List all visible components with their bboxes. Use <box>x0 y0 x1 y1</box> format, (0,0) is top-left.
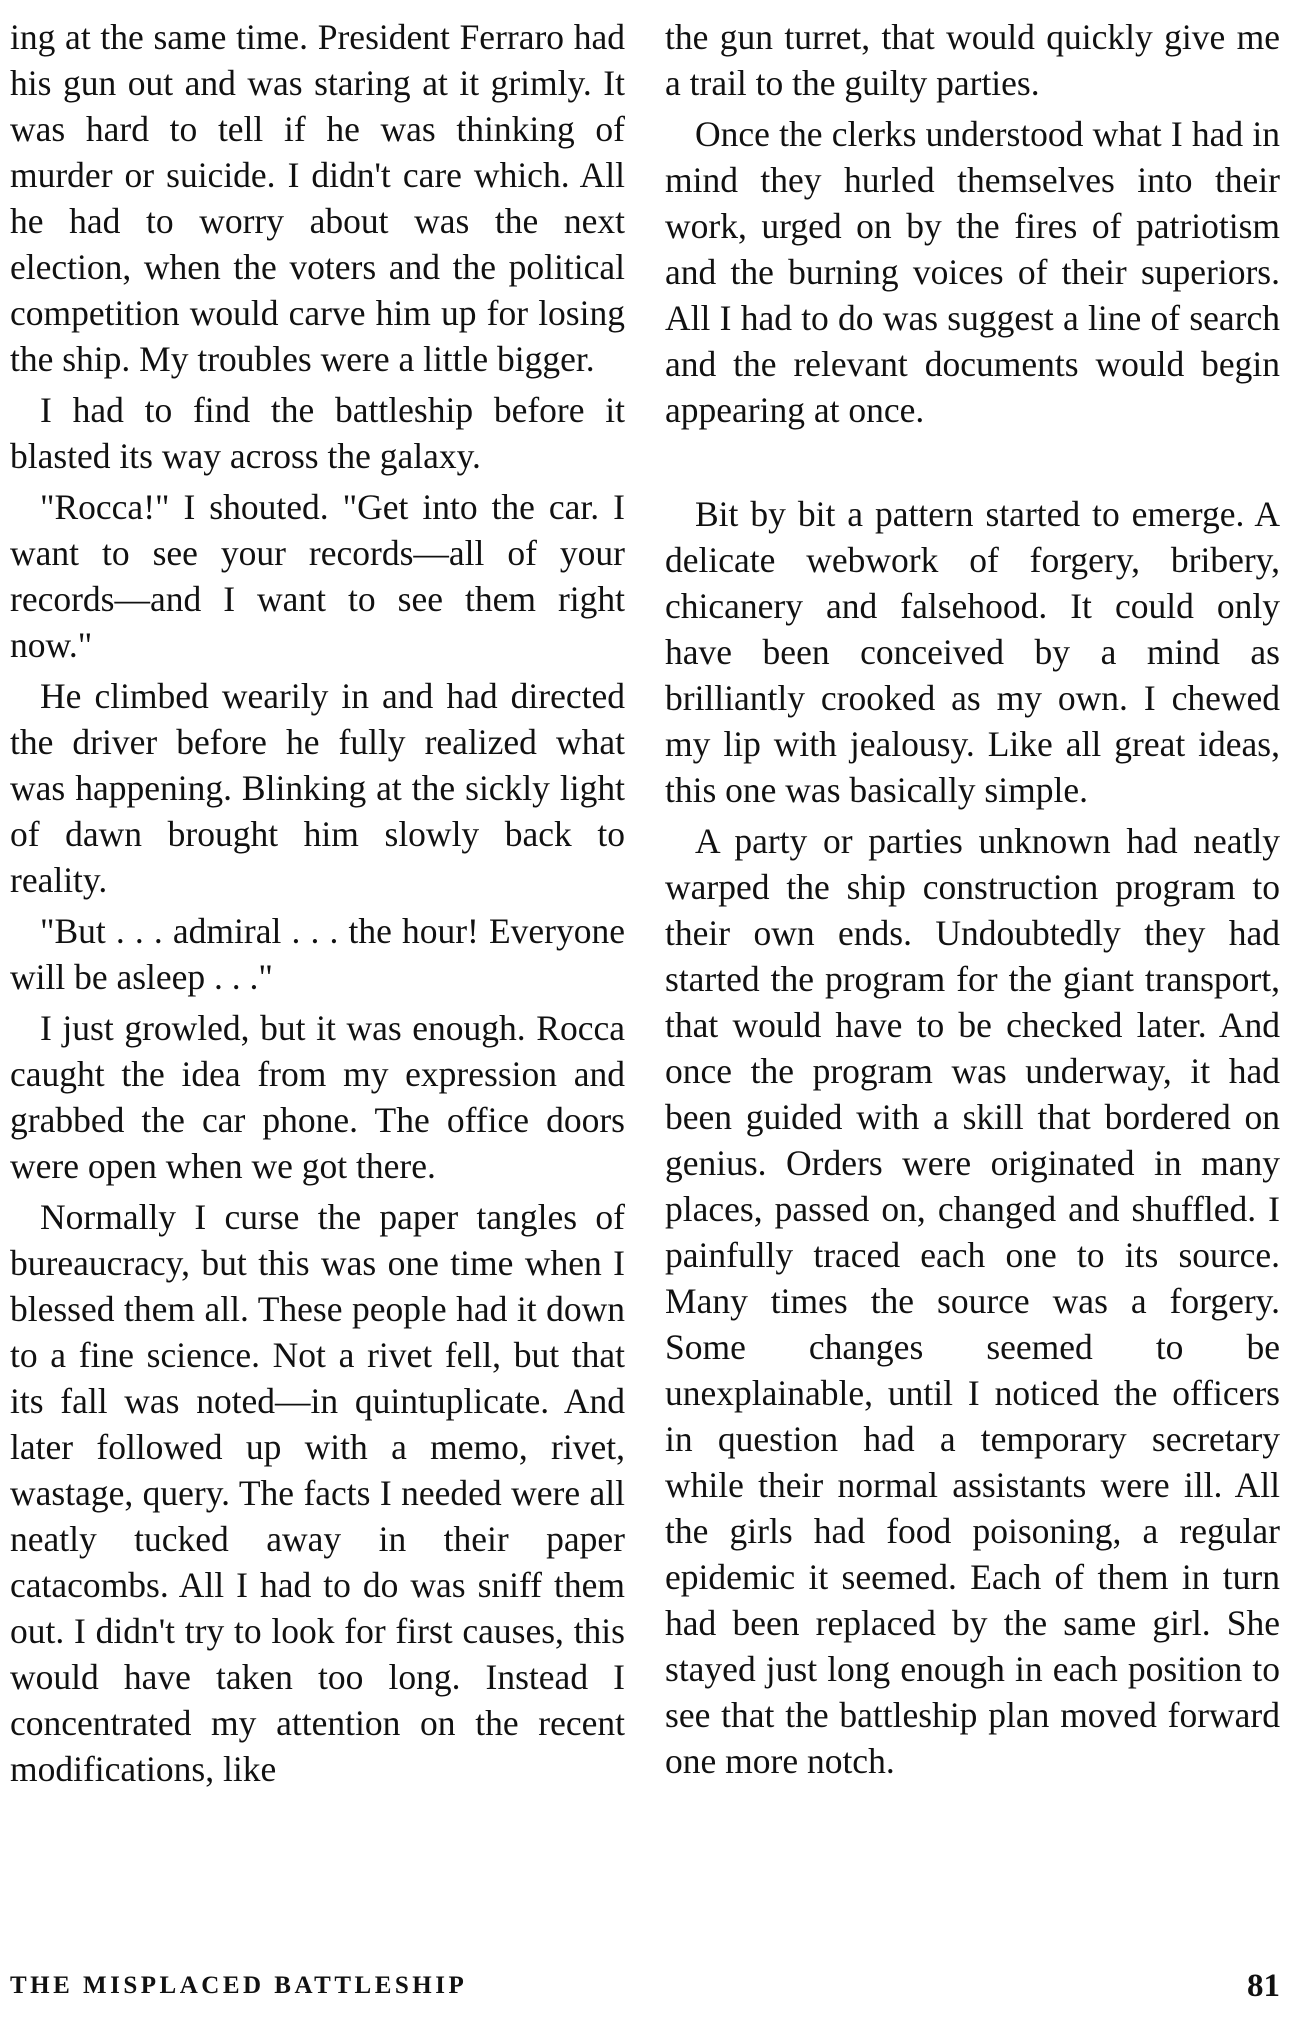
paragraph: Normally I curse the paper tangles of bureaucracy, but this was one time when I blessed them all. These people had it down to a fine science. Not a rivet fell, but that its fall was noted—in quintuplicate. And later followed up with a memo, rivet, wastage, query. The facts I needed were all neatly tucked away in their paper catacombs. All I had to do was sniff them out. I didn't try to look for first causes, this would have taken too long. Instead I concentrated my attention on the recent modifications, like <box>10 1197 625 1789</box>
page-number: 81 <box>1247 1968 1280 2004</box>
paragraph-section-start: Bit by bit a pattern started to emerge. A delicate webwork of forgery, bribery, chicanery and falsehood. It could only have been conceived by a mind as brilliantly crooked as my own. I chewed my lip with jealousy. Like all great ideas, this one was basically simple. <box>665 494 1280 810</box>
paragraph: I had to find the battleship before it blasted its way across the galaxy. <box>10 390 625 476</box>
paragraph-continued: the gun turret, that would quickly give me a trail to the guilty parties. <box>665 17 1280 103</box>
paragraph: A party or parties unknown had neatly warped the ship construction program to their own ends. Undoubtedly they had started the program for the giant transport, that would have to be checked later. And once the program was underway, it had been guided with a skill that bordered on genius. Orders were originated in many places, passed on, changed and shuffled. I painfully traced each one to its source. Many times the source was a forgery. Some changes seemed to be unexplainable, until I noticed the officers in question had a temporary secretary while their normal assistants were ill. All the girls had food poisoning, a regular epidemic it seemed. Each of them in turn had been replaced by the same girl. She stayed just long enough in each position to see that the battleship plan moved forward one more notch. <box>665 821 1280 1781</box>
right-text-column <box>665 14 1280 1784</box>
paragraph: He climbed wearily in and had directed the driver before he fully realized what was happening. Blinking at the sickly light of dawn brought him slowly back to reality. <box>10 676 625 900</box>
running-title: THE MISPLACED BATTLESHIP <box>10 1972 468 1999</box>
left-text-column <box>10 14 625 1792</box>
paragraph: "Rocca!" I shouted. "Get into the car. I want to see your records—all of your records—and I want to see them right now." <box>10 487 625 665</box>
paragraph: Once the clerks understood what I had in mind they hurled themselves into their work, urged on by the fires of patriotism and the burning voices of their superiors. All I had to do was suggest a line of search and the relevant documents would begin appearing at once. <box>665 114 1280 430</box>
paragraph: I just growled, but it was enough. Rocca caught the idea from my expression and grabbed the car phone. The office doors were open when we got there. <box>10 1008 625 1186</box>
paragraph-continued: ing at the same time. President Ferraro had his gun out and was staring at it grimly. It was hard to tell if he was thinking of murder or suicide. I didn't care which. All he had to worry about was the next election, when the voters and the political competition would carve him up for losing the ship. My troubles were a little bigger. <box>10 17 625 379</box>
paragraph: "But . . . admiral . . . the hour! Everyone will be asleep . . ." <box>10 911 625 997</box>
